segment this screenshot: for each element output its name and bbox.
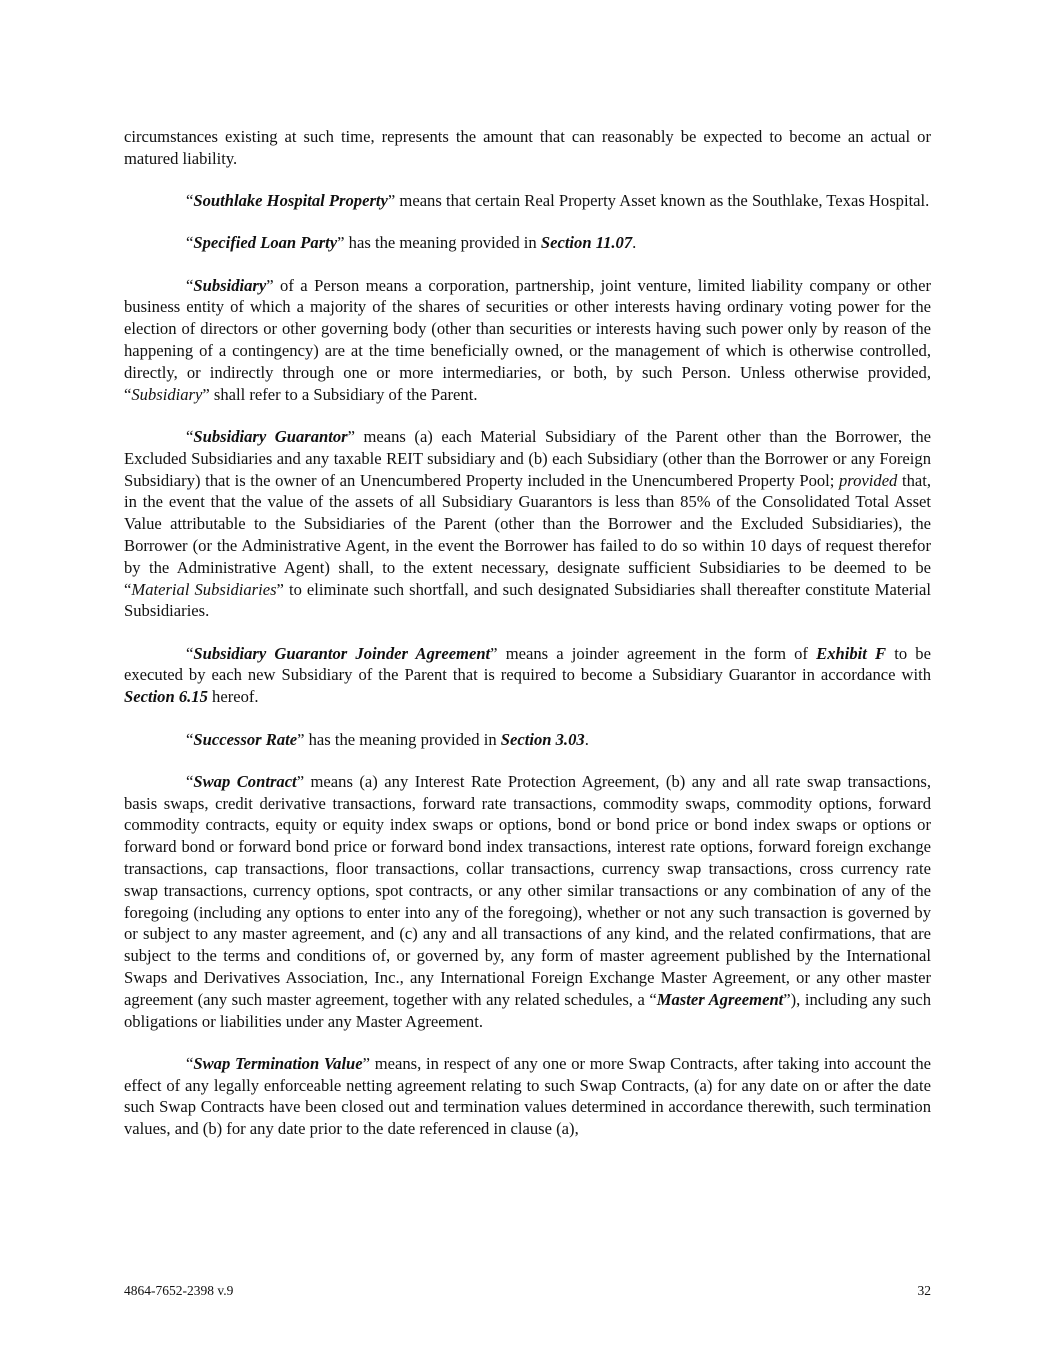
text-run: “	[186, 729, 194, 749]
text-run: “	[186, 191, 194, 211]
text-run: hereof.	[207, 687, 259, 707]
document-body	[124, 126, 931, 1161]
definition-paragraph	[124, 275, 931, 406]
italic-text: Material Subsidiaries	[131, 579, 277, 599]
italic-text: provided	[838, 470, 898, 490]
text-run: “	[186, 643, 194, 663]
text-run: “	[186, 1053, 194, 1073]
text-run: ”), including any such obligations or liabilities under any Master Agreement.	[124, 989, 931, 1031]
defined-term: Specified Loan Party	[193, 233, 338, 253]
definition-paragraph	[124, 1053, 931, 1140]
emphasized-reference: Section 11.07	[540, 233, 633, 253]
text-run: ” means (a) any Interest Rate Protection Agreement, (b) any and all rate swap transactions, basis swaps, credit derivative transactions, forward rate transactions, commodity swaps, commodity options, forward commodity contracts, equity or equity index swaps or options, bond or bond price or bond index swaps or options or forward bond or forward bond price or forward bond index transactions, interest rate options, forward foreign exchange transactions, cap transactions, floor transactions, collar transactions, currency swap transactions, cross currency rate swap transactions, currency options, spot contracts, or any other similar transactions or any combination of any of the foregoing (including any options to enter into any of the foregoing), whether or not any such transaction is governed by or subject to any master agreement, and (c) any and all transactions of any kind, and the related confirmations, that are subject to the terms and conditions of, or governed by, any form of master agreement published by the International Swaps and Derivatives Association, Inc., any International Foreign Exchange Master Agreement, or any other master agreement (any such master agreement, together with any related schedules, a “	[124, 771, 931, 1009]
definition-paragraph	[124, 643, 931, 708]
definition-paragraph	[124, 729, 931, 751]
definition-paragraph	[124, 771, 931, 1033]
text-run: ” means, in respect of any one or more Swap Contracts, after taking into account the effect of any legally enforceable netting agreement relating to such Swap Contracts, (a) for any date on or after the date such Swap Contracts have been closed out and termination values determined in accordance therewith, such termination values, and (b) for any date prior to the date referenced in clause (a),	[124, 1053, 932, 1139]
emphasized-reference: Section 6.15	[124, 687, 208, 707]
defined-term: Successor Rate	[193, 729, 298, 749]
definition-paragraph	[124, 426, 931, 622]
text-run: ” shall refer to a Subsidiary of the Parent.	[202, 384, 478, 404]
defined-term: Subsidiary Guarantor	[193, 426, 348, 446]
defined-term: Subsidiary	[193, 275, 267, 295]
text-run: ” means a joinder agreement in the form of	[490, 643, 817, 663]
emphasized-reference: Master Agreement	[656, 989, 784, 1009]
text-run: ” means (a) each Material Subsidiary of the Parent other than the Borrower, the Excluded Subsidiaries and any taxable REIT subsidiary and (b) each Subsidiary (other than the Borrower or any Foreign Subsidiary) that is the owner of an Unencumbered Property included in the Unencumbered Property Pool;	[124, 426, 931, 490]
defined-term: Southlake Hospital Property	[193, 191, 388, 211]
page-number: 32	[917, 1283, 931, 1298]
document-number: 4864-7652-2398 v.9	[124, 1283, 234, 1298]
text-run: ” has the meaning provided in	[297, 729, 501, 749]
defined-term: Subsidiary Guarantor Joinder Agreement	[193, 643, 491, 663]
defined-term: Swap Contract	[193, 771, 297, 791]
definition-paragraph	[124, 232, 931, 254]
text-run: “	[186, 233, 194, 253]
text-run: “	[186, 275, 194, 295]
text-run: “	[186, 771, 194, 791]
italic-text: Subsidiary	[131, 384, 203, 404]
emphasized-reference: Exhibit F	[816, 643, 887, 663]
text-run: circumstances existing at such time, represents the amount that can reasonably be expected to become an actual or matured liability.	[124, 127, 931, 168]
text-run: ” has the meaning provided in	[337, 233, 541, 253]
text-run: ” to eliminate such shortfall, and such designated Subsidiaries shall thereafter constitute Material Subsidiaries.	[124, 579, 931, 621]
text-run: to be executed by each new Subsidiary of the Parent that is required to become a Subsidiary Guarantor in accordance with	[124, 643, 931, 685]
definition-paragraph	[124, 190, 931, 212]
text-run: .	[584, 729, 589, 749]
text-run: ” means that certain Real Property Asset known as the Southlake, Texas Hospital.	[387, 191, 930, 211]
emphasized-reference: Section 3.03	[500, 729, 585, 749]
text-run: ” of a Person means a corporation, partnership, joint venture, limited liability company or other business entity of which a majority of the shares of securities or other interests having ordinary voting power for the election of directors or other governing body (other than securities or interests having such power only by reason of the happening of a contingency) are at the time beneficially owned, or the management of which is otherwise controlled, directly, or indirectly through one or more intermediaries, or both, by such Person. Unless otherwise provided, “	[124, 275, 931, 404]
text-run: that, in the event that the value of the assets of all Subsidiary Guarantors is less than 85% of the Consolidated Total Asset Value attributable to the Subsidiaries of the Parent (other than the Borrower and the Excluded Subsidiaries), the Borrower (or the Administrative Agent, in the event the Borrower has failed to do so within 10 days of request therefor by the Administrative Agent) shall, to the extent necessary, designate sufficient Subsidiaries to be deemed to be “	[124, 470, 931, 599]
text-run: .	[632, 233, 637, 253]
text-run: “	[186, 426, 194, 446]
continuation-paragraph	[124, 126, 931, 170]
defined-term: Swap Termination Value	[193, 1053, 363, 1073]
